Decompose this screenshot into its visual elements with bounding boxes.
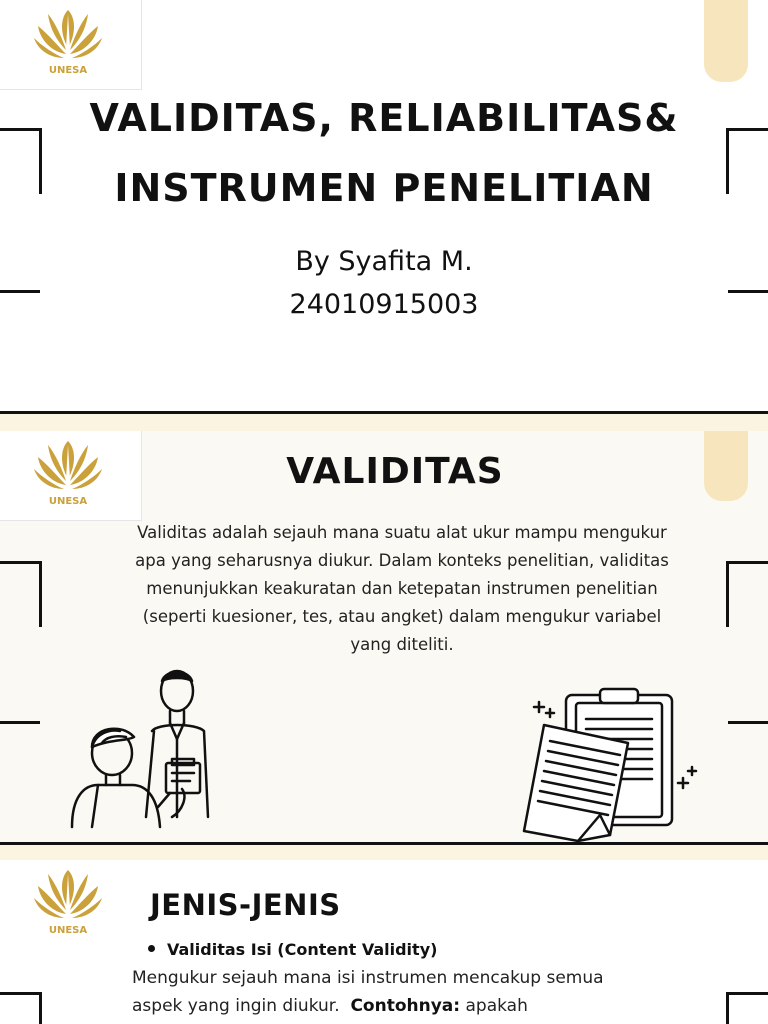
slide-jenis (0, 860, 768, 1024)
slide-separator (0, 842, 768, 860)
frame-corner-right (726, 128, 768, 194)
unesa-logo (0, 0, 142, 90)
student-id: 24010915003 (289, 289, 479, 320)
clipboard-documents-icon (520, 685, 710, 842)
description-paragraph: Mengukur sejauh mana isi instrumen mencakup semua aspek yang ingin diukur. Contohnya: apakah (132, 968, 604, 1016)
svg-text:UNESA: UNESA (48, 925, 88, 936)
people-interview-icon (62, 667, 232, 832)
svg-text:UNESA: UNESA (48, 65, 88, 76)
decorative-tab (704, 0, 748, 82)
section-title: JENIS-JENIS (150, 888, 341, 922)
bullet-item: Validitas Isi (Content Validity) (148, 940, 437, 959)
slide-title (0, 0, 768, 411)
definition-paragraph: Validitas adalah sejauh mana suatu alat ukur mampu mengukur apa yang seharusnya diukur. Dalam konteks penelitian, validitas menunjukkan keakuratan dan ketepatan instrumen penelitian (seperti kuesioner, tes, atau angket) dalam mengukur variabel yang diteliti. (135, 523, 669, 654)
unesa-emblem-icon (30, 864, 106, 938)
unesa-logo (0, 860, 142, 950)
author-name: By Syafita M. (295, 246, 473, 277)
frame-corner-left (0, 992, 42, 1024)
frame-corner-right (726, 561, 768, 627)
frame-dash-right (728, 721, 768, 724)
slide-validitas (0, 431, 768, 842)
svg-text:UNESA: UNESA (48, 496, 88, 507)
bullet-dot-icon (148, 945, 155, 952)
frame-corner-left (0, 128, 42, 194)
frame-corner-right (726, 992, 768, 1024)
title-line-1: VALIDITAS, RELIABILITAS& (89, 96, 679, 140)
section-title: VALIDITAS (286, 451, 504, 492)
title-line-2: INSTRUMEN PENELITIAN (114, 166, 654, 210)
frame-corner-left (0, 561, 42, 627)
slide-separator (0, 411, 768, 431)
unesa-emblem-icon (30, 4, 106, 78)
frame-dash-left (0, 721, 40, 724)
